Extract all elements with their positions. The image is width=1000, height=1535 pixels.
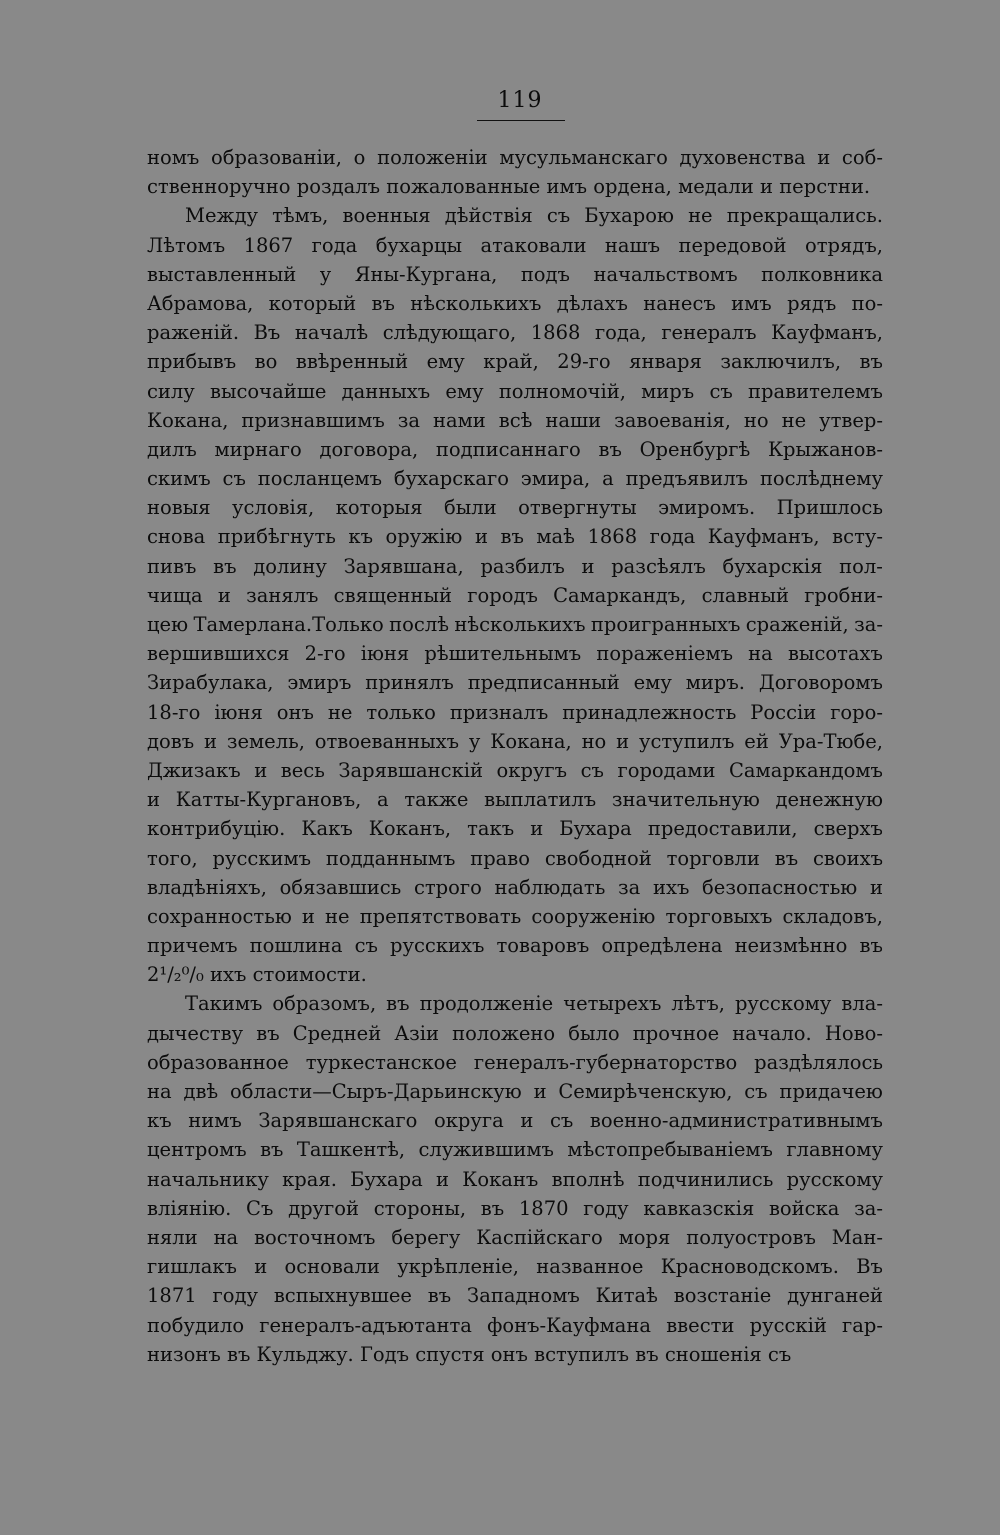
- text-line: Между тѣмъ, военныя дѣйствiя съ Бухарою не прекращались.: [185, 204, 883, 228]
- text-line: къ нимъ Зарявшанскаго округа и съ военно-административнымъ: [147, 1109, 883, 1133]
- text-line: Лѣтомъ 1867 года бухарцы атаковали нашъ передовой отрядъ,: [147, 233, 883, 257]
- text-line: дилъ мирнаго договора, подписаннаго въ Оренбургѣ Крыжанов-: [147, 437, 883, 461]
- paragraph: [147, 143, 883, 201]
- text-line: 1871 году вспыхнувшее въ Западномъ Китаѣ возстанiе дунганей: [147, 1284, 883, 1308]
- text-line: Зирабулака, эмиръ принялъ предписанный ему миръ. Договоромъ: [147, 671, 883, 695]
- text-line: снова прибѣгнуть къ оружiю и въ маѣ 1868 года Кауфманъ, всту-: [147, 525, 883, 549]
- page-number-rule: [477, 120, 565, 121]
- text-line: вершившихся 2-го iюня рѣшительнымъ пораженiемъ на высотахъ: [147, 642, 883, 666]
- text-line: Абрамова, который въ нѣсколькихъ дѣлахъ нанесъ имъ рядъ по-: [147, 291, 883, 315]
- text-line: Такимъ образомъ, въ продолженiе четырехъ лѣтъ, русскому вла-: [185, 992, 883, 1016]
- text-line: на двѣ области—Сыръ-Дарьинскую и Семирѣченскую, съ придачею: [147, 1080, 883, 1103]
- text-line: Кокана, признавшимъ за нами всѣ наши завоеванiя, но не утвер-: [147, 408, 883, 432]
- text-line: того, русскимъ подданнымъ право свободной торговли въ своихъ: [147, 846, 883, 870]
- text-line: няли на восточномъ берегу Каспiйскаго моря полуостровъ Ман-: [147, 1225, 883, 1249]
- text-line: гишлакъ и основали укрѣпленiе, названное Красноводскомъ. Въ: [147, 1255, 883, 1279]
- text-line: сохранностью и не препятствовать сооруженiю торговыхъ складовъ,: [147, 904, 883, 928]
- text-line: раженiй. Въ началѣ слѣдующаго, 1868 года, генералъ Кауфманъ,: [147, 321, 883, 345]
- text-line: влiянiю. Съ другой стороны, въ 1870 году кавказскiя войска за-: [147, 1196, 883, 1220]
- text-line: скимъ съ посланцемъ бухарскаго эмира, а предъявилъ послѣднему: [147, 467, 883, 491]
- text-line: контрибуцiю. Какъ Коканъ, такъ и Бухара предоставили, сверхъ: [147, 817, 883, 841]
- page-number: 119: [497, 88, 543, 113]
- text-line: цею Тамерлана.Только послѣ нѣсколькихъ проигранныхъ сраженiй, за-: [147, 613, 883, 636]
- text-line: начальнику края. Бухара и Коканъ вполнѣ подчинились русскому: [147, 1167, 883, 1191]
- paragraph: [147, 989, 883, 1368]
- text-line: ственноручно роздалъ пожалованные имъ ордена, медали и перстни.: [147, 175, 871, 199]
- text-line: выставленный у Яны-Кургана, подъ начальствомъ полковника: [147, 262, 883, 286]
- text-line: новыя условiя, которыя были отвергнуты эмиромъ. Пришлось: [147, 496, 883, 520]
- text-line: побудило генералъ-адъютанта фонъ-Кауфмана ввести русскiй гар-: [147, 1313, 883, 1337]
- text-line: силу высочайше данныхъ ему полномочiй, миръ съ правителемъ: [147, 379, 883, 403]
- text-line: 18-го iюня онъ не только призналъ принадлежность Россiи горо-: [147, 700, 883, 724]
- body-text: [147, 143, 883, 1369]
- text-line: и Катты-Кургановъ, а также выплатилъ значительную денежную: [147, 788, 883, 812]
- text-line: довъ и земель, отвоеванныхъ у Кокана, но и уступилъ ей Ура-Тюбе,: [147, 729, 883, 753]
- text-line: пивъ въ долину Зарявшана, разбилъ и разсѣялъ бухарскiя пол-: [147, 554, 883, 578]
- text-line: причемъ пошлина съ русскихъ товаровъ опредѣлена неизмѣнно въ: [147, 934, 883, 958]
- text-line: прибывъ во ввѣренный ему край, 29-го января заключилъ, въ: [147, 350, 883, 374]
- paragraph: [147, 201, 883, 989]
- text-line: владѣнiяхъ, обязавшись строго наблюдать за ихъ безопасностью и: [147, 875, 883, 899]
- text-line: низонъ въ Кульджу. Годъ спустя онъ вступилъ въ сношенiя съ: [147, 1342, 792, 1366]
- text-line: центромъ въ Ташкентѣ, служившимъ мѣстопребыванiемъ главному: [147, 1138, 883, 1162]
- text-line: дычеству въ Средней Азiи положено было прочное начало. Ново-: [147, 1021, 883, 1045]
- text-line: образованное туркестанское генералъ-губернаторство раздѣлялось: [147, 1050, 883, 1074]
- text-line: 2¹/₂⁰/₀ ихъ стоимости.: [147, 963, 367, 987]
- text-line: чища и занялъ священный городъ Самаркандъ, славный гробни-: [147, 583, 883, 607]
- text-line: номъ образованiи, о положенiи мусульманскаго духовенства и соб-: [147, 146, 883, 169]
- text-line: Джизакъ и весь Зарявшанскiй округъ съ городами Самаркандомъ: [147, 758, 883, 782]
